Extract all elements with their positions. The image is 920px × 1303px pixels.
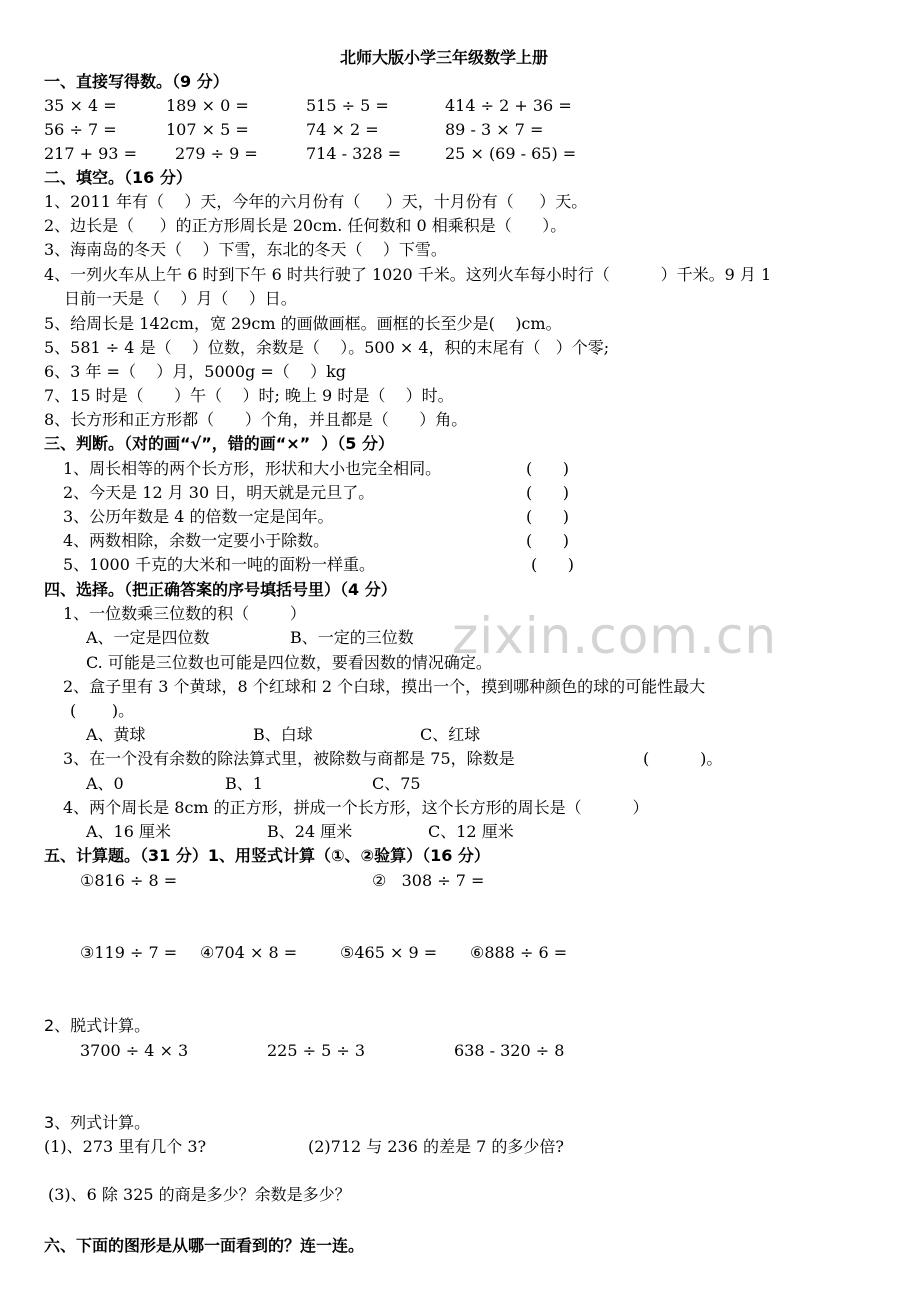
word-calc-item: (2)712 与 236 的差是 7 的多少倍? xyxy=(308,1137,564,1156)
fill-blank-item: 7、15 时是（ ）午（ ）时; 晚上 9 时是（ ）时。 xyxy=(44,386,454,405)
calc-item: 515 ÷ 5 = xyxy=(306,96,389,115)
choice-question: 4、两个周长是 8cm 的正方形，拼成一个长方形，这个长方形的周长是（ ） xyxy=(63,798,649,817)
choice-option: B、白球 xyxy=(253,725,313,744)
page-title: 北师大版小学三年级数学上册 xyxy=(340,48,549,67)
fill-blank-item: 6、3 年 =（ ）月，5000g =（ ）kg xyxy=(44,362,347,381)
choice-question: 2、盒子里有 3 个黄球，8 个红球和 2 个白球，摸出一个，摸到哪种颜色的球的可能性最大 xyxy=(63,677,706,696)
fill-blank-item: 5、给周长是 142cm，宽 29cm 的画做画框。画框的长至少是( )cm。 xyxy=(44,314,562,333)
judge-item: 4、两数相除，余数一定要小于除数。 xyxy=(63,531,330,550)
calc-item: 217 + 93 = xyxy=(44,144,137,163)
fill-blank-item: 1、2011 年有（ ）天，今年的六月份有（ ）天，十月份有（ ）天。 xyxy=(44,192,588,211)
word-calc-item: (1)、273 里有几个 3? xyxy=(44,1137,207,1156)
fill-blank-item: 日前一天是（ ）月（ ）日。 xyxy=(64,289,297,308)
subsection-heading: 2、脱式计算。 xyxy=(44,1016,151,1035)
choice-option: A、16 厘米 xyxy=(86,822,172,841)
vertical-calc-item: ⑤465 × 9 = xyxy=(340,943,438,962)
answer-paren: ( ) xyxy=(526,507,569,526)
calc-item: 107 × 5 = xyxy=(166,120,249,139)
calc-item: 25 × (69 - 65) = xyxy=(445,144,577,163)
calc-item: 56 ÷ 7 = xyxy=(44,120,117,139)
word-calc-item: (3)、6 除 325 的商是多少？余数是多少？ xyxy=(48,1185,351,1204)
choice-option: B、一定的三位数 xyxy=(290,628,414,647)
answer-paren: ( )。 xyxy=(643,749,723,768)
choice-option: A、0 xyxy=(86,774,124,793)
fill-blank-item: 8、长方形和正方形都（ ）个角，并且都是（ ）角。 xyxy=(44,410,468,429)
judge-item: 1、周长相等的两个长方形，形状和大小也完全相同。 xyxy=(63,459,442,478)
subsection-heading: 3、列式计算。 xyxy=(44,1113,151,1132)
choice-option: B、1 xyxy=(225,774,263,793)
stepwise-calc-item: 225 ÷ 5 ÷ 3 xyxy=(267,1041,366,1060)
choice-option: C、红球 xyxy=(420,725,481,744)
vertical-calc-item: ⑥888 ÷ 6 = xyxy=(470,943,568,962)
answer-paren: ( ) xyxy=(526,483,569,502)
calc-item: 279 ÷ 9 = xyxy=(175,144,258,163)
judge-item: 5、1000 千克的大米和一吨的面粉一样重。 xyxy=(63,555,375,574)
vertical-calc-item: ①816 ÷ 8 = xyxy=(80,871,178,890)
calc-item: 414 ÷ 2 + 36 = xyxy=(445,96,572,115)
calc-item: 89 - 3 × 7 = xyxy=(445,120,544,139)
calc-item: 189 × 0 = xyxy=(166,96,249,115)
choice-option: B、24 厘米 xyxy=(267,822,353,841)
choice-question: 3、在一个没有余数的除法算式里，被除数与商都是 75，除数是 xyxy=(63,749,515,768)
vertical-calc-item: ② 308 ÷ 7 = xyxy=(372,871,485,890)
section-3-heading: 三、判断。（对的画“√”，错的画“×” ）（5 分） xyxy=(44,434,394,453)
answer-paren: ( ) xyxy=(531,555,574,574)
fill-blank-item: 3、海南岛的冬天（ ）下雪，东北的冬天（ ）下雪。 xyxy=(44,240,447,259)
stepwise-calc-item: 638 - 320 ÷ 8 xyxy=(454,1041,565,1060)
section-1-heading: 一、直接写得数。（9 分） xyxy=(44,72,229,91)
answer-paren: ( )。 xyxy=(70,701,135,720)
section-5-heading: 五、计算题。（31 分）1、用竖式计算（①、②验算）（16 分） xyxy=(44,846,490,865)
answer-paren: ( ) xyxy=(526,531,569,550)
vertical-calc-item: ③119 ÷ 7 = xyxy=(80,943,178,962)
choice-option: C、75 xyxy=(372,774,421,793)
judge-item: 2、今天是 12 月 30 日，明天就是元旦了。 xyxy=(63,483,375,502)
choice-option: C、12 厘米 xyxy=(428,822,514,841)
calc-item: 35 × 4 = xyxy=(44,96,117,115)
answer-paren: ( ) xyxy=(526,459,569,478)
judge-item: 3、公历年数是 4 的倍数一定是闰年。 xyxy=(63,507,334,526)
watermark: zixin.com.cn xyxy=(452,607,778,665)
stepwise-calc-item: 3700 ÷ 4 × 3 xyxy=(80,1041,189,1060)
choice-option: A、黄球 xyxy=(86,725,146,744)
section-6-heading: 六、下面的图形是从哪一面看到的？连一连。 xyxy=(44,1236,365,1255)
fill-blank-item: 2、边长是（ ）的正方形周长是 20cm. 任何数和 0 相乘积是（ ）。 xyxy=(44,216,567,235)
section-4-heading: 四、选择。（把正确答案的序号填括号里）（4 分） xyxy=(44,580,397,599)
choice-question: 1、一位数乘三位数的积（ ） xyxy=(63,604,306,623)
section-2-heading: 二、填空。（16 分） xyxy=(44,168,192,187)
choice-option: C. 可能是三位数也可能是四位数，要看因数的情况确定。 xyxy=(86,653,492,672)
calc-item: 74 × 2 = xyxy=(306,120,379,139)
fill-blank-item: 4、一列火车从上午 6 时到下午 6 时共行驶了 1020 千米。这列火车每小时行（ ）千米。9 月 1 xyxy=(44,265,772,284)
calc-item: 714 - 328 = xyxy=(306,144,402,163)
fill-blank-item: 5、581 ÷ 4 是（ ）位数，余数是（ ）。500 × 4，积的末尾有（ ）个零; xyxy=(44,338,610,357)
vertical-calc-item: ④704 × 8 = xyxy=(200,943,298,962)
choice-option: A、一定是四位数 xyxy=(86,628,210,647)
